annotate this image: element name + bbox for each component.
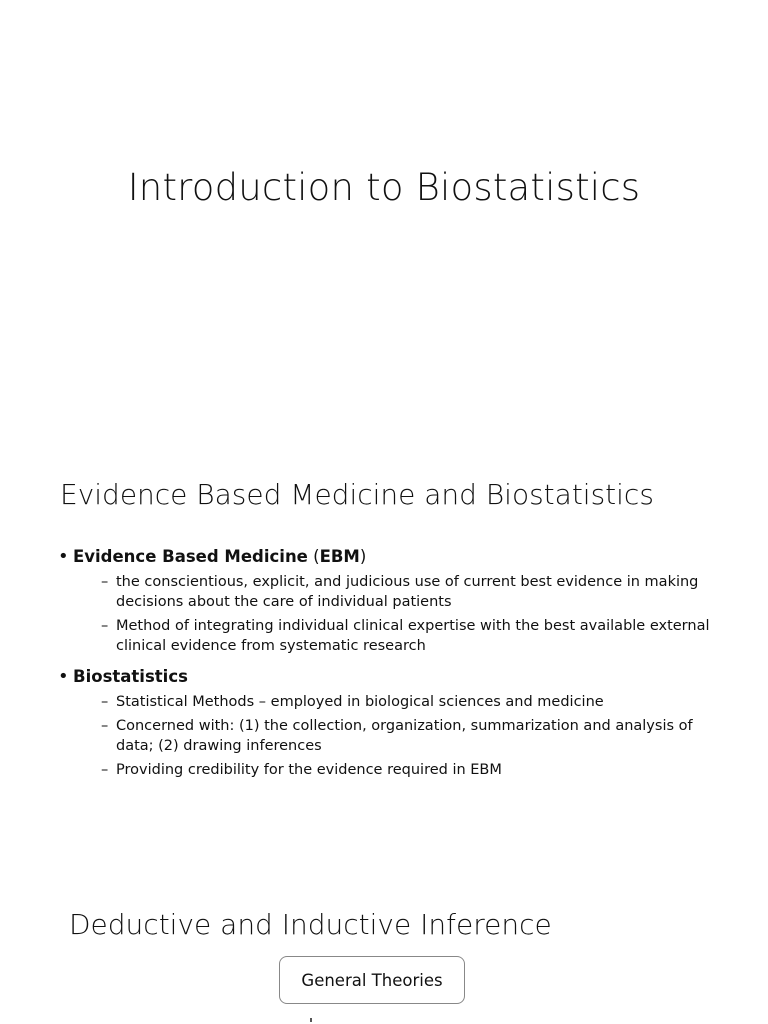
bullet-heading-part: Biostatistics bbox=[73, 667, 188, 686]
sub-bullet-item: – Providing credibility for the evidence required in EBM bbox=[101, 760, 718, 780]
general-theories-label: General Theories bbox=[301, 970, 443, 990]
sub-bullet-item: – the conscientious, explicit, and judicious use of current best evidence in making decisions about the care of individual patients bbox=[101, 572, 718, 612]
bullet-heading-part: ( bbox=[307, 547, 320, 566]
bullet-heading-part: Evidence Based Medicine bbox=[73, 547, 308, 566]
slide-2 bbox=[0, 462, 768, 822]
bullet-list bbox=[58, 546, 718, 780]
sub-bullet-list bbox=[73, 572, 718, 656]
slide-3-title: Deductive and Inductive Inference bbox=[69, 908, 552, 941]
slide-3 bbox=[0, 890, 768, 1024]
sub-bullet-item: – Method of integrating individual clinical expertise with the best available external clinical evidence from systematic research bbox=[101, 616, 718, 656]
sub-bullet-list bbox=[73, 692, 718, 780]
slide-1-title: Introduction to Biostatistics bbox=[127, 166, 641, 209]
general-theories-box bbox=[279, 956, 465, 1004]
bullet-heading bbox=[73, 666, 718, 688]
connector-arrow bbox=[310, 1018, 312, 1022]
sub-bullet-item: – Concerned with: (1) the collection, organization, summarization and analysis of data; (2) drawing inferences bbox=[101, 716, 718, 756]
bullet-heading-part: EBM bbox=[319, 547, 360, 566]
bullet-item bbox=[58, 546, 718, 656]
sub-bullet-item: – Statistical Methods – employed in biological sciences and medicine bbox=[101, 692, 718, 712]
bullet-heading-part: ) bbox=[359, 547, 367, 566]
slide-2-title: Evidence Based Medicine and Biostatistics bbox=[60, 478, 654, 511]
slide-1 bbox=[0, 0, 768, 400]
bullet-item bbox=[58, 666, 718, 780]
bullet-heading bbox=[73, 546, 718, 568]
